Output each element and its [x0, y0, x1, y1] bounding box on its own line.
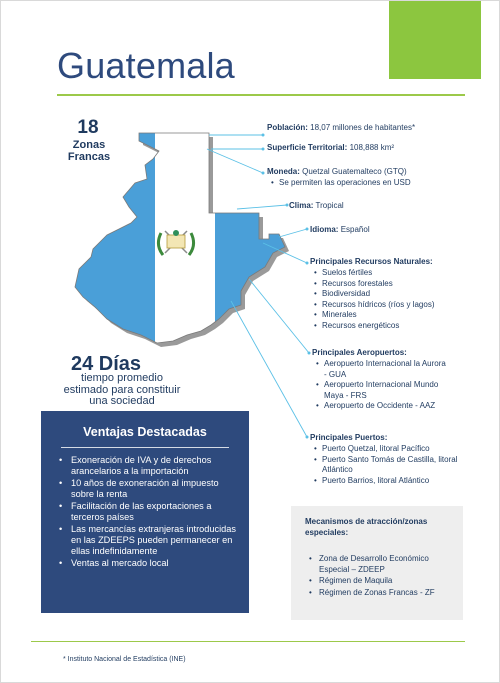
- info-puertos: [310, 433, 478, 486]
- recursos-list: [310, 268, 470, 331]
- list-item: • Las mercancías extranjeras introducidas en las ZDEEPS pueden permanecer en ellas indefinidamente: [59, 524, 237, 557]
- mechanisms-list: [305, 554, 453, 598]
- moneda-value: Quetzal Guatemalteco (GTQ): [302, 167, 407, 176]
- flag-right-blue: [215, 121, 321, 361]
- superficie-value: 108,888 km²: [349, 143, 395, 152]
- footer-divider: [31, 641, 465, 642]
- info-moneda: [267, 167, 457, 189]
- zones-label-line1: Zonas: [72, 139, 106, 151]
- green-corner-block: [389, 1, 481, 79]
- flag-left-blue: [61, 121, 155, 361]
- zones-label-line2: Francas: [67, 151, 111, 163]
- list-item: • Ventas al mercado local: [59, 558, 237, 569]
- advantages-panel: [41, 411, 249, 613]
- footnote: * Instituto Nacional de Estadística (INE): [63, 656, 186, 663]
- list-item: • Biodiversidad: [310, 289, 470, 300]
- list-item: • Zona de Desarrollo Económico Especial – ZDEEP: [305, 554, 453, 575]
- list-item: • Régimen de Zonas Francas - ZF: [305, 588, 453, 599]
- recursos-label: Principales Recursos Naturales:: [310, 257, 433, 266]
- superficie-label: Superficie Territorial:: [267, 143, 348, 152]
- mechanisms-title: Mecanismos de atracción/zonas especiales:: [305, 517, 428, 537]
- list-item: • Facilitación de las exportaciones a terceros países: [59, 501, 237, 523]
- advantages-list: [41, 455, 249, 569]
- list-item: • 10 años de exoneración al impuesto sobre la renta: [59, 478, 237, 500]
- list-item: • Suelos fértiles: [310, 268, 470, 279]
- clima-value: Tropical: [315, 201, 344, 210]
- list-item: • Puerto Quetzal, litoral Pacífico: [310, 444, 478, 455]
- list-item: • Minerales: [310, 310, 470, 321]
- days-description: [57, 373, 187, 408]
- aeropuertos-list: [312, 359, 447, 412]
- puertos-label: Principales Puertos:: [310, 433, 388, 442]
- info-poblacion: [267, 123, 415, 133]
- poblacion-value: 18,07 millones de habitantes*: [310, 123, 416, 132]
- list-item: • Exoneración de IVA y de derechos arancelarios a la importación: [59, 455, 237, 477]
- days-number: 24 Días: [71, 353, 142, 375]
- days-line: una sociedad: [89, 395, 155, 407]
- list-item: • Aeropuerto de Occidente - AAZ: [312, 401, 447, 412]
- idioma-value: Español: [340, 225, 370, 234]
- info-superficie: [267, 143, 394, 153]
- guatemala-flag-map: [61, 121, 321, 361]
- page-title: Guatemala: [57, 45, 235, 86]
- poblacion-label: Población:: [267, 123, 308, 132]
- zones-number: 18: [77, 117, 99, 138]
- puertos-list: [310, 444, 478, 486]
- list-item: • Recursos energéticos: [310, 321, 470, 332]
- info-idioma: [310, 225, 370, 235]
- advantages-title: Ventajas Destacadas: [83, 425, 207, 439]
- list-item: • Régimen de Maquila: [305, 576, 453, 587]
- list-item: • Puerto Barrios, litoral Atlántico: [310, 476, 478, 487]
- list-item: • Recursos hídricos (ríos y lagos): [310, 300, 470, 311]
- list-item: • Aeropuerto Internacional Mundo Maya - FRS: [312, 380, 447, 401]
- list-item: • Aeropuerto Internacional la Aurora - GUA: [312, 359, 447, 380]
- aeropuertos-label: Principales Aeropuertos:: [312, 348, 407, 357]
- list-item: • Recursos forestales: [310, 279, 470, 290]
- info-aeropuertos: [312, 348, 447, 412]
- advantages-divider: [61, 447, 229, 448]
- list-item: • Se permiten las operaciones en USD: [267, 178, 457, 189]
- clima-label: Clima:: [289, 201, 314, 210]
- list-item: • Puerto Santo Tomás de Castilla, litoral Atlántico: [310, 455, 478, 476]
- info-recursos: [310, 257, 470, 331]
- title-underline: [57, 94, 465, 96]
- idioma-label: Idioma:: [310, 225, 339, 234]
- info-clima: [289, 201, 344, 211]
- mechanisms-panel: [291, 506, 463, 620]
- days-line: estimado para constituir: [63, 383, 181, 396]
- moneda-label: Moneda:: [267, 167, 300, 176]
- days-line: tiempo promedio: [81, 372, 163, 384]
- moneda-list: [267, 178, 457, 189]
